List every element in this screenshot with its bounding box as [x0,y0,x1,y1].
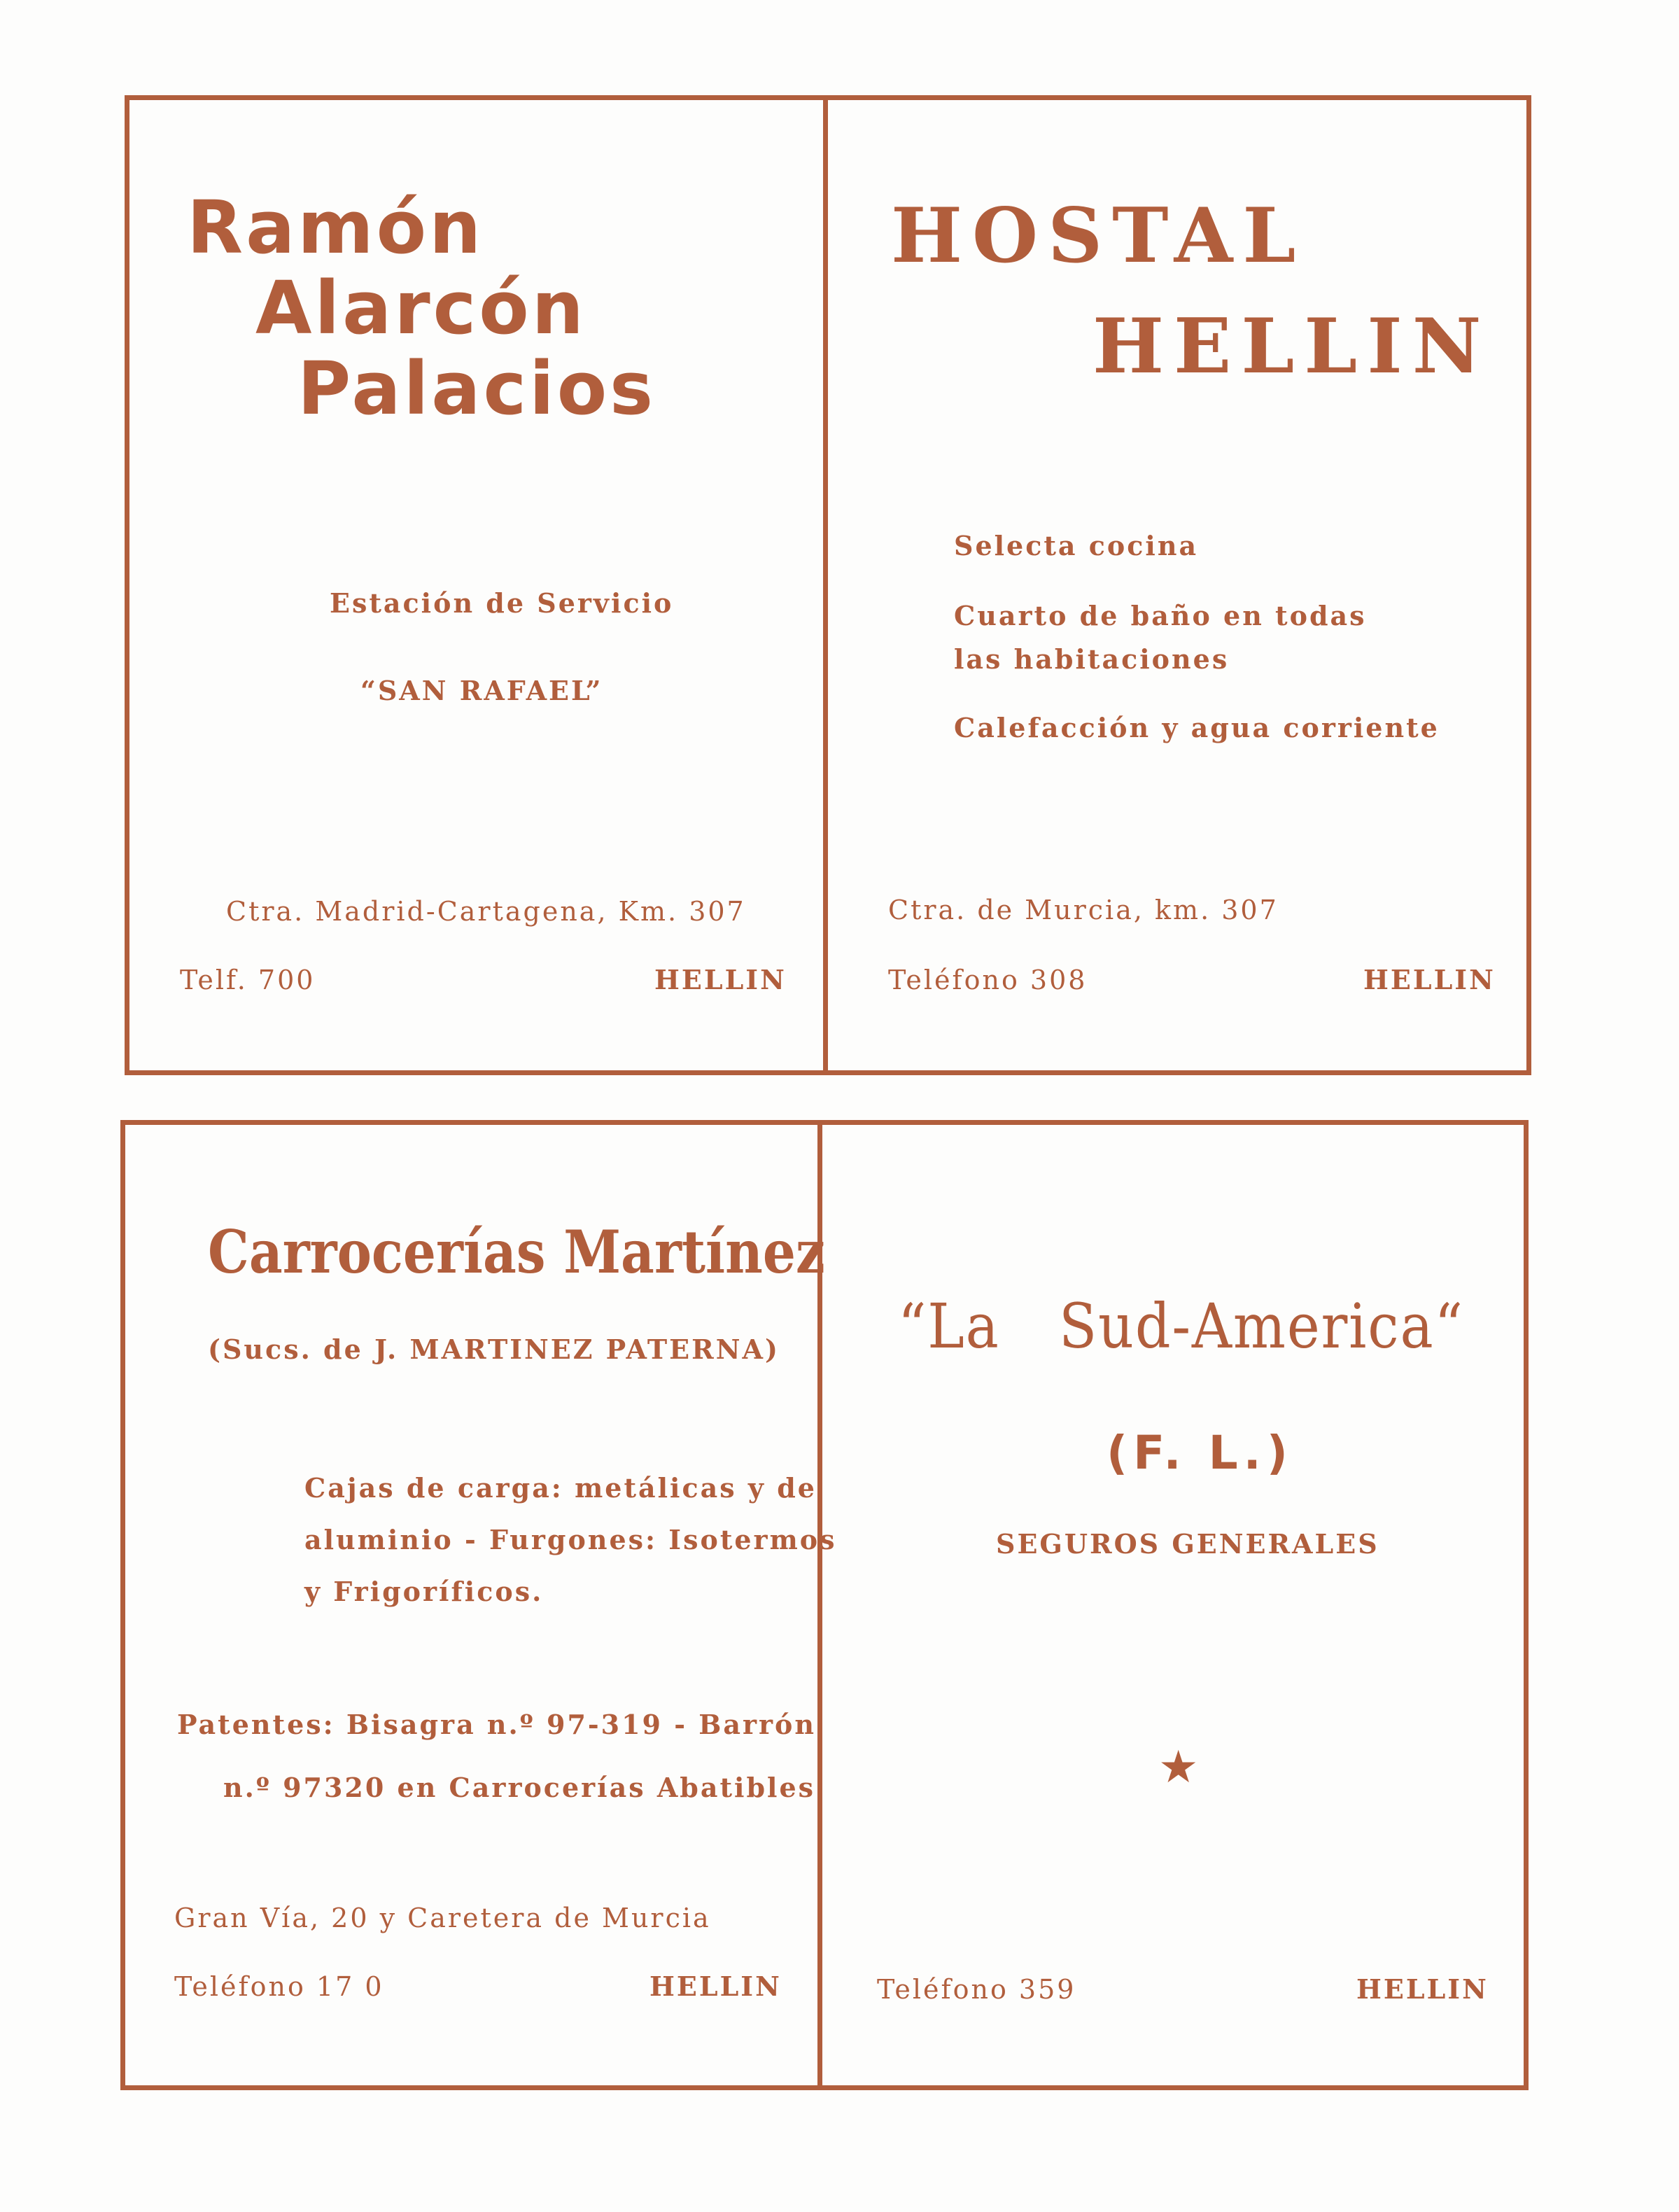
ad-sudamerica-title-part1: “La [898,1290,1000,1362]
ad-hostal-feature3: Calefacción y agua corriente [954,712,1440,743]
ad-hostal-feature2-line1: Cuarto de baño en todas [954,600,1367,631]
ad-hostal-city: HELLIN [1363,964,1496,995]
ad-sudamerica-phone: Teléfono 359 [877,1974,1076,2005]
ad-alarcon [129,100,823,1070]
ad-hostal-title-line2: HELLIN [1093,302,1491,391]
ad-hostal-phone: Teléfono 308 [888,965,1088,995]
ad-alarcon-station-name: “SAN RAFAEL” [360,675,603,706]
ad-hostal-title-line1: HOSTAL [891,192,1306,280]
ad-carrocerias-desc-line3: y Frigoríficos. [304,1576,544,1607]
ad-hostal-feature2-line2: las habitaciones [954,643,1230,675]
ad-sudamerica-city: HELLIN [1356,1973,1489,2005]
ad-carrocerias-patents-line1: Patentes: Bisagra n.º 97-319 - Barrón [177,1709,816,1740]
ad-alarcon-city: HELLIN [654,964,787,995]
ad-carrocerias-title: Carrocerías Martínez [208,1217,825,1287]
ad-hostal-address: Ctra. de Murcia, km. 307 [888,895,1279,925]
ad-alarcon-name-line2: Alarcón [255,265,586,351]
ad-alarcon-service: Estación de Servicio [330,587,674,619]
ad-carrocerias-city: HELLIN [649,1970,782,2002]
ad-carrocerias-address: Gran Vía, 20 y Caretera de Murcia [174,1903,711,1933]
ad-carrocerias-patents-line2: n.º 97320 en Carrocerías Abatibles [223,1772,816,1803]
ad-hostal-feature1: Selecta cocina [954,530,1199,561]
ad-sudamerica-title-part2: Sud-America“ [1059,1290,1464,1362]
top-ad-divider [823,95,828,1075]
ad-alarcon-address: Ctra. Madrid-Cartagena, Km. 307 [226,896,746,927]
ad-sudamerica-tagline: SEGUROS GENERALES [996,1528,1379,1560]
ad-carrocerias-desc-line2: aluminio - Furgones: Isotermos [304,1524,837,1555]
star-icon: ★ [1158,1742,1199,1793]
ad-sudamerica [822,1125,1524,2085]
ad-alarcon-name-line1: Ramón [187,185,484,270]
ad-sudamerica-abbrev: (F. L.) [1107,1426,1293,1480]
ad-carrocerias-phone: Teléfono 17 0 [174,1971,384,2002]
ad-hostal [828,100,1526,1070]
ad-carrocerias-subtitle: (Sucs. de J. MARTINEZ PATERNA) [208,1334,780,1365]
ad-carrocerias-desc-line1: Cajas de carga: metálicas y de [304,1472,817,1504]
ad-carrocerias [125,1125,837,2085]
ad-alarcon-name-line3: Palacios [297,346,656,431]
ad-alarcon-phone: Telf. 700 [180,965,316,995]
